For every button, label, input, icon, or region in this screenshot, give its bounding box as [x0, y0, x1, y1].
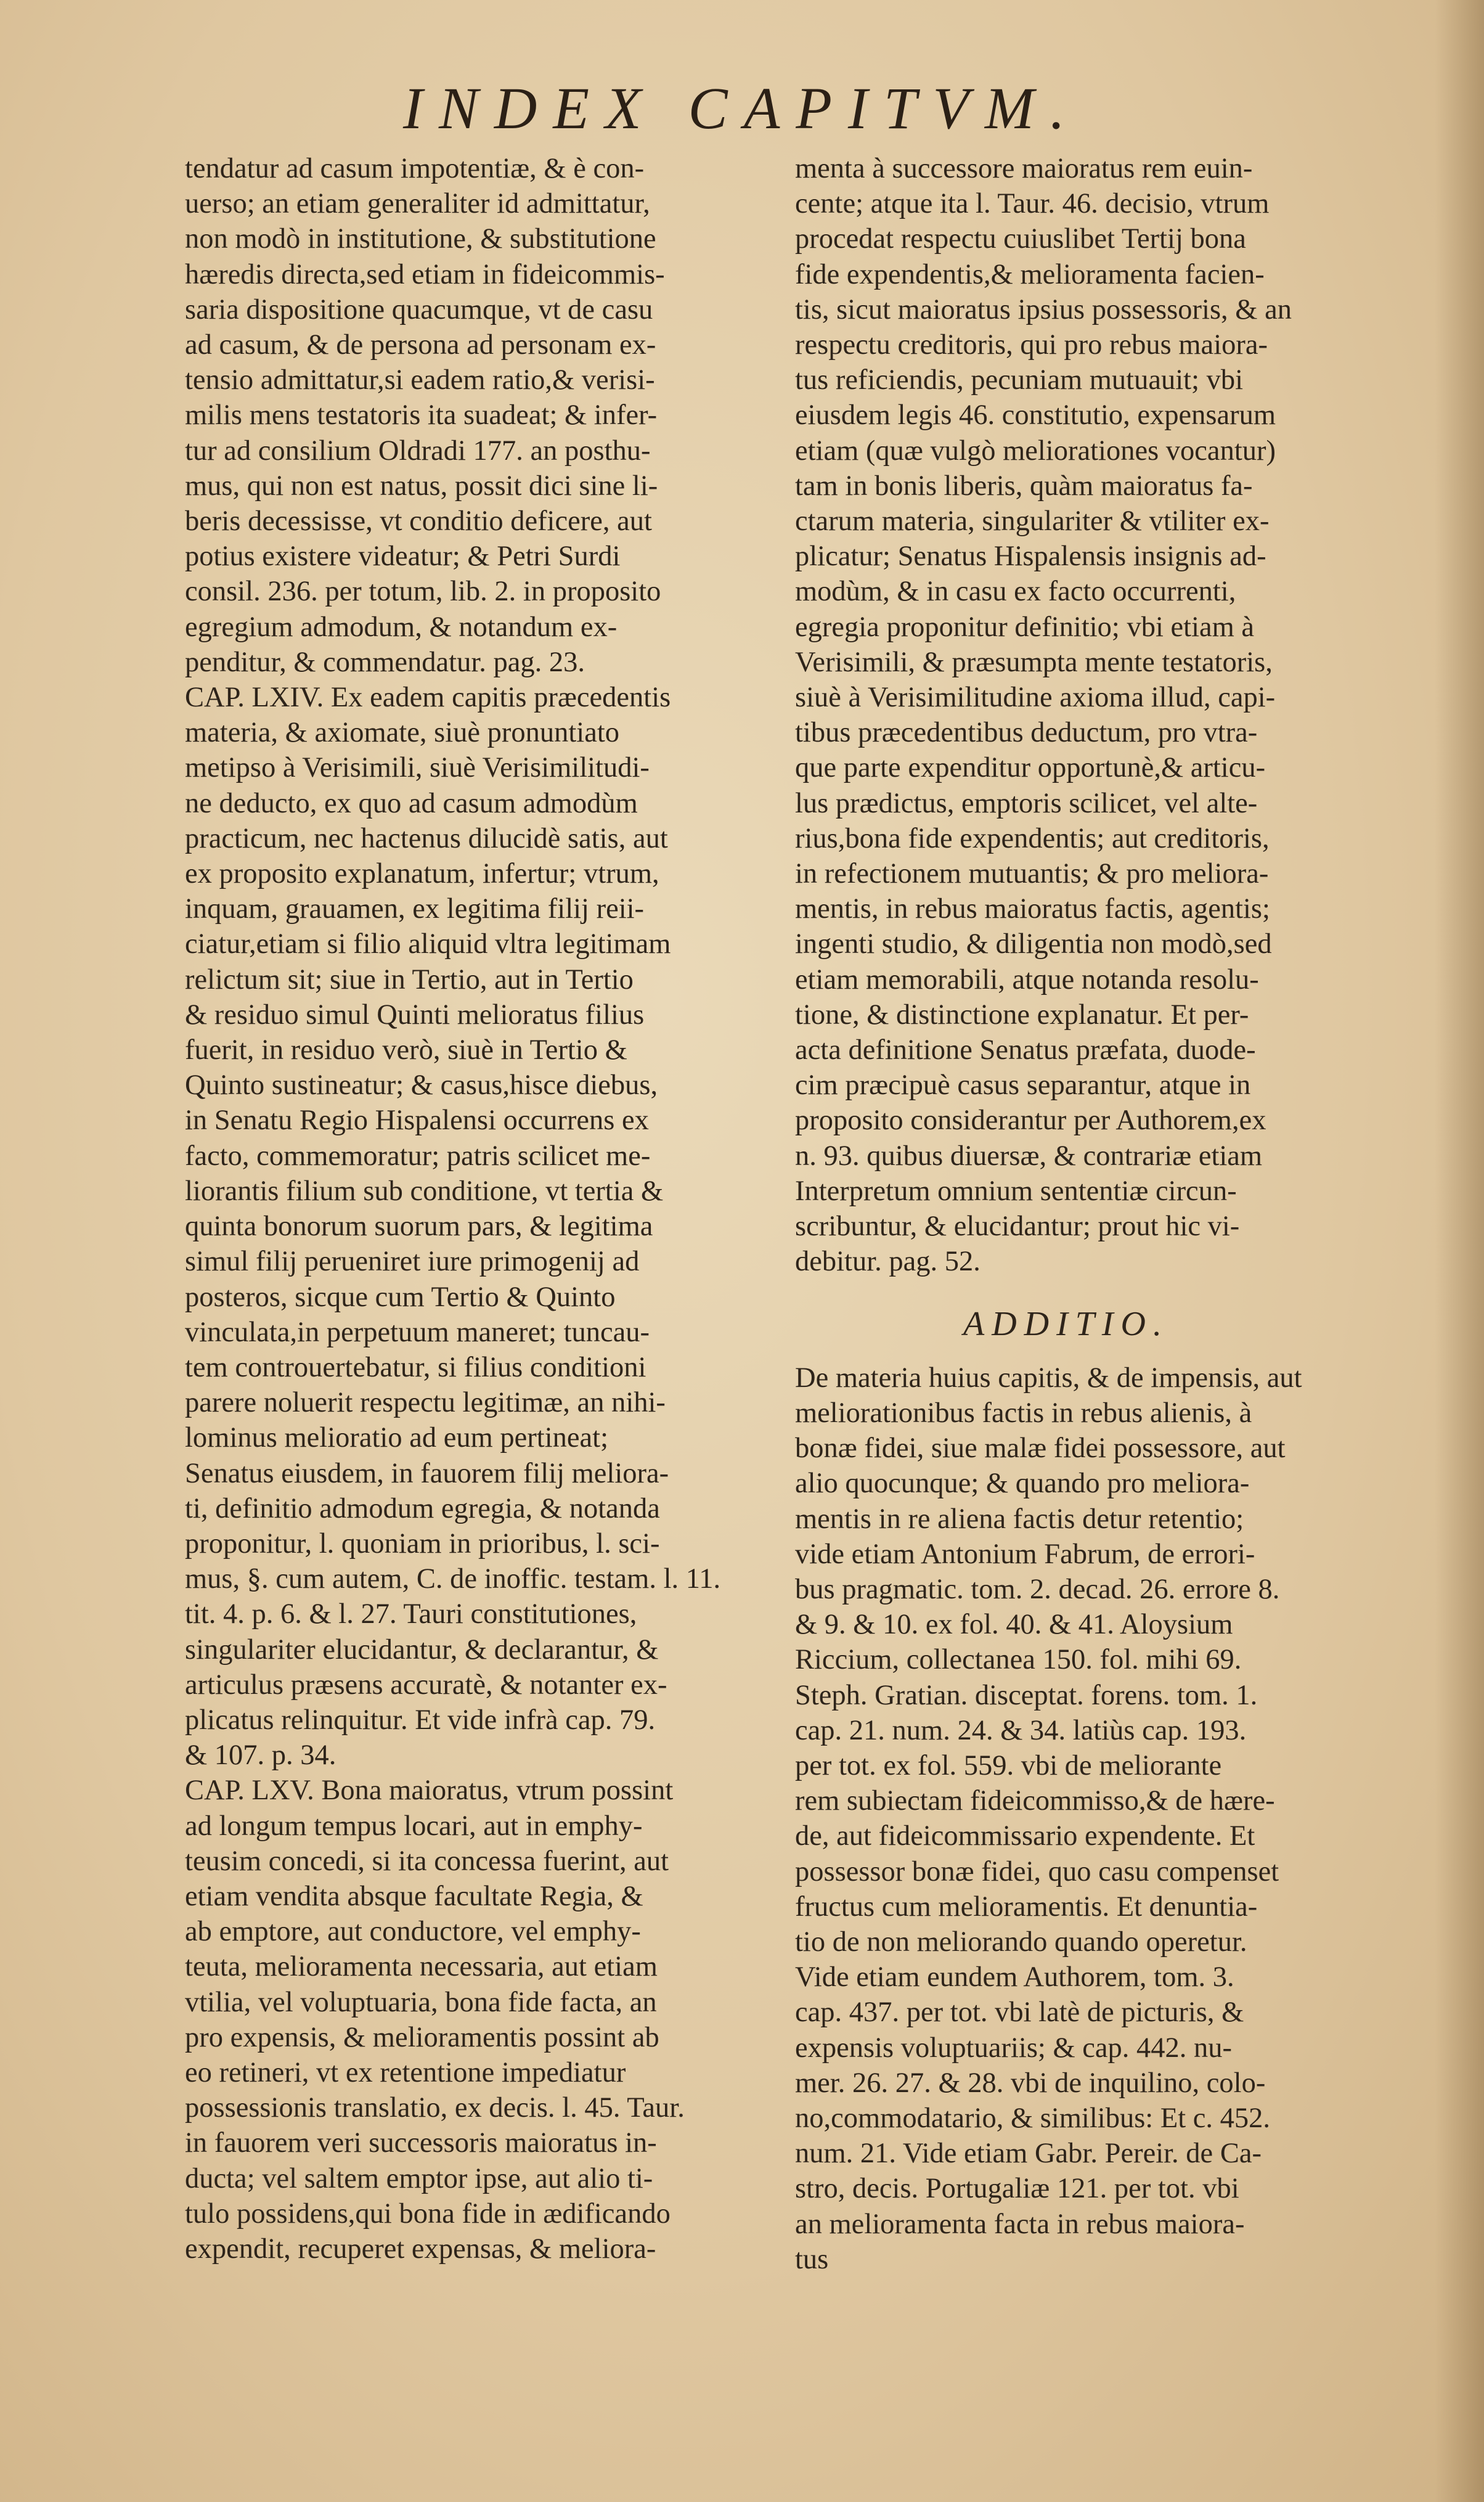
text-line: tit. 4. p. 6. & l. 27. Tauri constitutiones,: [185, 1598, 637, 1630]
text-line: Verisimili, & præsumpta mente testatoris,: [795, 646, 1273, 678]
addition-heading: ADDITIO.: [963, 1304, 1169, 1343]
text-line: rius,bona fide expendentis; aut creditoris,: [795, 822, 1270, 854]
text-line: consil. 236. per totum, lib. 2. in proposito: [185, 576, 661, 608]
addition-text: [795, 1360, 1337, 2277]
text-line: acta definitione Senatus præfata, duode-: [795, 1034, 1256, 1066]
text-line: stro, decis. Portugaliæ 121. per tot. vbi: [795, 2173, 1239, 2205]
text-line: rem subiectam fideicommisso,& de hære-: [795, 1785, 1275, 1817]
text-line: Vide etiam eundem Authorem, tom. 3.: [795, 1961, 1234, 1993]
text-line: tibus præcedentibus deductum, pro vtra-: [795, 717, 1258, 749]
text-line: lominus melioratio ad eum pertineat;: [185, 1422, 608, 1454]
text-line: possessor bonæ fidei, quo casu compenset: [795, 1855, 1279, 1887]
text-line: num. 21. Vide etiam Gabr. Pereir. de Ca-: [795, 2138, 1262, 2170]
text-line: Quinto sustineatur; & casus,hisce diebus,: [185, 1069, 658, 1102]
text-line: n. 93. quibus diuersæ, & contrariæ etiam: [795, 1140, 1263, 1172]
text-line: facto, commemoratur; patris scilicet me-: [185, 1140, 651, 1172]
text-line: eo retineri, vt ex retentione impediatur: [185, 2056, 626, 2088]
text-line: cente; atque ita l. Taur. 46. decisio, vtrum: [795, 188, 1270, 220]
text-line: inquam, grauamen, ex legitima filij reii-: [185, 893, 645, 925]
text-line: plicatur; Senatus Hispalensis insignis ad-: [795, 541, 1266, 573]
text-line: siuè à Verisimilitudine axioma illud, capi-: [795, 682, 1276, 714]
text-line: hæredis directa,sed etiam in fideicommis-: [185, 258, 665, 290]
text-line: plicatus relinquitur. Et vide infrà cap. 79.: [185, 1704, 656, 1736]
text-line: bonæ fidei, siue malæ fidei possessore, aut: [795, 1433, 1286, 1465]
text-line: etiam memorabili, atque notanda resolu-: [795, 963, 1259, 995]
text-line: CAP. LXV. Bona maioratus, vtrum possint: [185, 1775, 674, 1807]
text-line: etiam vendita absque facultate Regia, &: [185, 1880, 643, 1912]
text-line: fuerit, in residuo verò, siuè in Tertio &: [185, 1034, 627, 1066]
text-line: egregia proponitur definitio; vbi etiam à: [795, 611, 1255, 643]
text-line: mentis in re aliena factis detur retentio;: [795, 1503, 1244, 1535]
text-line: & 107. p. 34.: [185, 1740, 336, 1772]
text-line: tus: [795, 2243, 829, 2275]
text-line: Senatus eiusdem, in fauorem filij meliora-: [185, 1457, 669, 1489]
text-line: egregium admodum, & notandum ex-: [185, 611, 618, 643]
text-line: vide etiam Antonium Fabrum, de errori-: [795, 1538, 1255, 1570]
text-line: mus, §. cum autem, C. de inoffic. testam. l. 11.: [185, 1563, 721, 1595]
text-line: vinculata,in perpetuum maneret; tuncau-: [185, 1316, 650, 1348]
text-line: posteros, sicque cum Tertio & Quinto: [185, 1281, 616, 1313]
text-line: vtilia, vel voluptuaria, bona fide facta, an: [185, 1986, 657, 2018]
text-line: pro expensis, & melioramentis possint ab: [185, 2021, 659, 2053]
text-line: alio quocunque; & quando pro meliora-: [795, 1468, 1250, 1500]
text-line: tione, & distinctione explanatur. Et per-: [795, 999, 1249, 1031]
text-line: parere noluerit respectu legitimæ, an nihi-: [185, 1387, 666, 1419]
text-line: & 9. & 10. ex fol. 40. & 41. Aloysium: [795, 1609, 1233, 1641]
text-line: singulariter elucidantur, & declarantur, &: [185, 1633, 659, 1666]
text-line: De materia huius capitis, & de impensis, aut: [795, 1362, 1302, 1394]
text-line: ex proposito explanatum, infertur; vtrum,: [185, 858, 659, 890]
text-line: ti, definitio admodum egregia, & notanda: [185, 1492, 660, 1524]
right-column: [795, 151, 1337, 2277]
text-line: cim præcipuè casus separantur, atque in: [795, 1069, 1251, 1102]
text-line: fide expendentis,& melioramenta facien-: [795, 258, 1265, 290]
text-line: CAP. LXIV. Ex eadem capitis præcedentis: [185, 682, 671, 714]
text-line: liorantis filium sub conditione, vt tertia &: [185, 1175, 664, 1207]
text-line: ad longum tempus locari, aut in emphy-: [185, 1810, 643, 1842]
text-line: respectu creditoris, qui pro rebus maiora-: [795, 329, 1268, 361]
text-line: tio de non meliorando quando operetur.: [795, 1926, 1247, 1958]
text-line: scribuntur, & elucidantur; prout hic vi-: [795, 1211, 1240, 1243]
text-line: saria dispositione quacumque, vt de casu: [185, 293, 653, 325]
text-line: tendatur ad casum impotentiæ, & è con-: [185, 153, 645, 184]
page-header: INDEX CAPITVM.: [403, 75, 1081, 141]
text-line: lus prædictus, emptoris scilicet, vel alte-: [795, 787, 1258, 819]
text-line: in refectionem mutuantis; & pro meliora-: [795, 858, 1269, 890]
text-line: no,commodatario, & similibus: Et c. 452.: [795, 2102, 1271, 2134]
text-line: metipso à Verisimili, siuè Verisimilitudi-: [185, 752, 650, 784]
text-line: & residuo simul Quinti melioratus filius: [185, 999, 645, 1031]
text-line: etiam (quæ vulgò meliorationes vocantur): [795, 435, 1276, 467]
text-line: possessionis translatio, ex decis. l. 45. Taur.: [185, 2092, 685, 2124]
right-column-text: [795, 151, 1337, 1280]
text-line: practicum, nec hactenus dilucidè satis, aut: [185, 822, 668, 854]
text-line: mentis, in rebus maioratus factis, agentis;: [795, 893, 1270, 925]
text-line: potius existere videatur; & Petri Surdi: [185, 541, 621, 573]
text-line: ne deducto, ex quo ad casum admodùm: [185, 787, 638, 819]
text-line: tensio admittatur,si eadem ratio,& verisi-: [185, 364, 655, 396]
text-line: beris decessisse, vt conditio deficere, aut: [185, 505, 652, 538]
text-line: relictum sit; siue in Tertio, aut in Tertio: [185, 963, 634, 995]
text-line: milis mens testatoris ita suadeat; & infer-: [185, 399, 658, 431]
text-line: tulo possidens,qui bona fide in ædificando: [185, 2197, 671, 2230]
text-line: per tot. ex fol. 559. vbi de meliorante: [795, 1749, 1222, 1781]
text-line: modùm, & in casu ex facto occurrenti,: [795, 576, 1236, 608]
text-line: Riccium, collectanea 150. fol. mihi 69.: [795, 1644, 1242, 1676]
text-line: tus reficiendis, pecuniam mutuauit; vbi: [795, 364, 1244, 396]
text-line: uerso; an etiam generaliter id admittatur,: [185, 188, 650, 220]
text-line: debitur. pag. 52.: [795, 1246, 980, 1278]
text-line: ciatur,etiam si filio aliquid vltra legitimam: [185, 928, 671, 960]
text-line: in Senatu Regio Hispalensi occurrens ex: [185, 1105, 649, 1137]
text-line: mer. 26. 27. & 28. vbi de inquilino, colo-: [795, 2067, 1266, 2099]
text-line: quinta bonorum suorum pars, & legitima: [185, 1211, 653, 1243]
text-line: Steph. Gratian. disceptat. forens. tom. 1.: [795, 1679, 1258, 1711]
text-line: tem controuertebatur, si filius conditioni: [185, 1351, 646, 1383]
text-line: eiusdem legis 46. constitutio, expensarum: [795, 399, 1276, 431]
text-line: ab emptore, aut conductore, vel emphy-: [185, 1916, 641, 1948]
text-line: menta à successore maioratus rem euin-: [795, 153, 1253, 184]
text-line: expensis voluptuariis; & cap. 442. nu-: [795, 2032, 1233, 2064]
text-line: ad casum, & de persona ad personam ex-: [185, 329, 656, 361]
text-line: simul filij perueniret iure primogenij ad: [185, 1246, 640, 1278]
text-line: tis, sicut maioratus ipsius possessoris, & an: [795, 293, 1292, 325]
text-line: in fauorem veri successoris maioratus in-: [185, 2127, 657, 2159]
text-line: cap. 437. per tot. vbi latè de picturis, &: [795, 1997, 1244, 2029]
text-line: teusim concedi, si ita concessa fuerint, aut: [185, 1845, 669, 1877]
text-line: procedat respectu cuiuslibet Tertij bona: [795, 223, 1246, 255]
page-edge-shadow: [1435, 0, 1484, 2502]
text-line: ducta; vel saltem emptor ipse, aut alio ti-: [185, 2162, 653, 2194]
text-line: cap. 21. num. 24. & 34. latiùs cap. 193.: [795, 1714, 1247, 1746]
text-line: proposito considerantur per Authorem,ex: [795, 1105, 1266, 1137]
text-line: penditur, & commendatur. pag. 23.: [185, 646, 585, 678]
text-line: teuta, melioramenta necessaria, aut etiam: [185, 1951, 658, 1983]
left-column: [185, 151, 740, 2267]
text-line: expendit, recuperet expensas, & meliora-: [185, 2233, 656, 2265]
text-line: meliorationibus factis in rebus alienis, à: [795, 1397, 1252, 1429]
text-line: tur ad consilium Oldradi 177. an posthu-: [185, 435, 651, 467]
text-line: tam in bonis liberis, quàm maioratus fa-: [795, 470, 1253, 502]
text-line: mus, qui non est natus, possit dici sine li-: [185, 470, 658, 502]
text-line: ctarum materia, singulariter & vtiliter ex-: [795, 505, 1270, 538]
text-line: non modò in institutione, & substitutione: [185, 223, 656, 255]
text-line: an melioramenta facta in rebus maiora-: [795, 2208, 1245, 2240]
text-line: articulus præsens accuratè, & notanter ex-: [185, 1669, 667, 1701]
text-line: que parte expenditur opportunè,& articu-: [795, 752, 1266, 784]
text-line: materia, & axiomate, siuè pronuntiato: [185, 717, 620, 749]
text-line: de, aut fideicommissario expendente. Et: [795, 1820, 1255, 1852]
text-line: proponitur, l. quoniam in prioribus, l. sci-: [185, 1527, 660, 1560]
text-line: fructus cum melioramentis. Et denuntia-: [795, 1891, 1258, 1923]
text-line: Interpretum omnium sententiæ circun-: [795, 1175, 1237, 1207]
text-line: bus pragmatic. tom. 2. decad. 26. errore 8.: [795, 1573, 1280, 1605]
text-line: ingenti studio, & diligentia non modò,sed: [795, 928, 1272, 960]
